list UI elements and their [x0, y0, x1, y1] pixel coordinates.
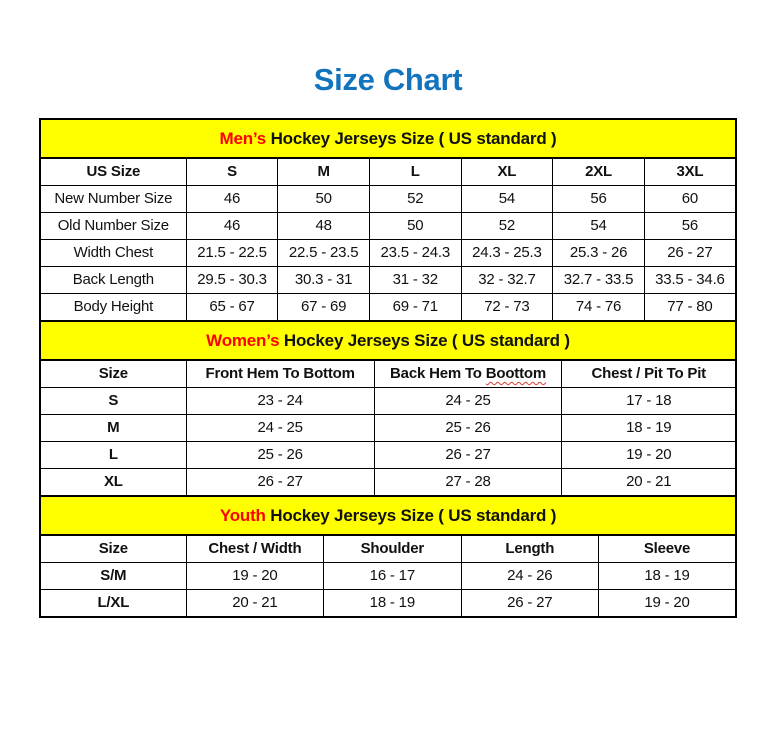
youth-row-label: S/M [40, 563, 186, 590]
mens-value-cell: 50 [278, 186, 370, 213]
mens-value-cell: 32 - 32.7 [461, 267, 553, 294]
mens-value-cell: 52 [461, 213, 553, 240]
mens-section-title-text: Hockey Jerseys Size ( US standard ) [266, 129, 557, 148]
youth-value-cell: 24 - 26 [461, 563, 598, 590]
womens-section-title [40, 321, 736, 360]
mens-value-cell: 21.5 - 22.5 [186, 240, 278, 267]
youth-size-table [39, 495, 737, 618]
womens-value-cell: 23 - 24 [186, 388, 374, 415]
womens-row-label: XL [40, 469, 186, 497]
youth-value-cell: 18 - 19 [599, 563, 736, 590]
mens-section-band-row [40, 119, 736, 158]
youth-column-header: Length [461, 535, 598, 563]
mens-table-row [40, 213, 736, 240]
womens-column-header: Chest / Pit To Pit [562, 360, 736, 388]
mens-value-cell: 56 [644, 213, 736, 240]
mens-value-cell: 48 [278, 213, 370, 240]
size-chart-tables [39, 118, 737, 618]
womens-table-row [40, 442, 736, 469]
youth-column-header: Sleeve [599, 535, 736, 563]
mens-value-cell: 74 - 76 [553, 294, 645, 322]
page-title: Size Chart [313, 62, 463, 97]
mens-value-cell: 54 [461, 186, 553, 213]
mens-value-cell: 50 [369, 213, 461, 240]
mens-value-cell: 56 [553, 186, 645, 213]
mens-value-cell: 26 - 27 [644, 240, 736, 267]
mens-value-cell: 46 [186, 213, 278, 240]
youth-section-band-row [40, 496, 736, 535]
womens-row-label: L [40, 442, 186, 469]
mens-value-cell: 60 [644, 186, 736, 213]
youth-row-label: L/XL [40, 590, 186, 618]
mens-header-row [40, 158, 736, 186]
womens-column-header-misspelled-word: Boottom [485, 365, 546, 382]
womens-value-cell: 18 - 19 [562, 415, 736, 442]
mens-column-header: XL [461, 158, 553, 186]
womens-row-label: S [40, 388, 186, 415]
mens-table-row [40, 186, 736, 213]
mens-row-label: New Number Size [40, 186, 186, 213]
womens-section-title-text: Hockey Jerseys Size ( US standard ) [279, 331, 570, 350]
youth-value-cell: 19 - 20 [599, 590, 736, 618]
youth-column-header: Chest / Width [186, 535, 323, 563]
womens-size-table [39, 320, 737, 497]
mens-size-table [39, 118, 737, 322]
mens-value-cell: 24.3 - 25.3 [461, 240, 553, 267]
womens-header-row [40, 360, 736, 388]
mens-column-header: 3XL [644, 158, 736, 186]
mens-column-header: M [278, 158, 370, 186]
mens-value-cell: 67 - 69 [278, 294, 370, 322]
womens-column-header [374, 360, 562, 388]
mens-section-title-highlight: Men’s [219, 129, 267, 148]
womens-column-header-text: Back Hem To [390, 365, 486, 382]
womens-table-row [40, 415, 736, 442]
mens-table-row [40, 294, 736, 322]
mens-row-label: Back Length [40, 267, 186, 294]
womens-table-row [40, 469, 736, 497]
mens-value-cell: 32.7 - 33.5 [553, 267, 645, 294]
womens-value-cell: 24 - 25 [374, 388, 562, 415]
mens-value-cell: 25.3 - 26 [553, 240, 645, 267]
mens-value-cell: 22.5 - 23.5 [278, 240, 370, 267]
womens-section-band-row [40, 321, 736, 360]
womens-value-cell: 25 - 26 [374, 415, 562, 442]
mens-row-label: Old Number Size [40, 213, 186, 240]
womens-value-cell: 19 - 20 [562, 442, 736, 469]
mens-value-cell: 31 - 32 [369, 267, 461, 294]
mens-value-cell: 54 [553, 213, 645, 240]
mens-table-row [40, 267, 736, 294]
womens-value-cell: 20 - 21 [562, 469, 736, 497]
mens-column-header: 2XL [553, 158, 645, 186]
mens-value-cell: 46 [186, 186, 278, 213]
mens-column-header: L [369, 158, 461, 186]
youth-table-row [40, 590, 736, 618]
mens-value-cell: 29.5 - 30.3 [186, 267, 278, 294]
mens-table-row [40, 240, 736, 267]
youth-section-title-highlight: Youth [219, 506, 266, 525]
youth-value-cell: 18 - 19 [324, 590, 461, 618]
youth-value-cell: 16 - 17 [324, 563, 461, 590]
mens-column-header: S [186, 158, 278, 186]
mens-value-cell: 69 - 71 [369, 294, 461, 322]
mens-value-cell: 23.5 - 24.3 [369, 240, 461, 267]
youth-section-title-text: Hockey Jerseys Size ( US standard ) [265, 506, 557, 525]
womens-value-cell: 27 - 28 [374, 469, 562, 497]
womens-value-cell: 25 - 26 [186, 442, 374, 469]
mens-section-title [40, 119, 736, 158]
youth-value-cell: 26 - 27 [461, 590, 598, 618]
mens-row-label: Width Chest [40, 240, 186, 267]
womens-value-cell: 26 - 27 [186, 469, 374, 497]
mens-value-cell: 77 - 80 [644, 294, 736, 322]
size-chart-page [0, 62, 776, 618]
youth-table-row [40, 563, 736, 590]
mens-value-cell: 72 - 73 [461, 294, 553, 322]
youth-value-cell: 19 - 20 [186, 563, 323, 590]
womens-column-header: Front Hem To Bottom [186, 360, 374, 388]
mens-column-header: US Size [40, 158, 186, 186]
youth-column-header: Size [40, 535, 186, 563]
womens-table-row [40, 388, 736, 415]
mens-row-label: Body Height [40, 294, 186, 322]
mens-value-cell: 30.3 - 31 [278, 267, 370, 294]
mens-value-cell: 52 [369, 186, 461, 213]
womens-value-cell: 26 - 27 [374, 442, 562, 469]
womens-value-cell: 24 - 25 [186, 415, 374, 442]
mens-value-cell: 33.5 - 34.6 [644, 267, 736, 294]
mens-value-cell: 65 - 67 [186, 294, 278, 322]
youth-column-header: Shoulder [324, 535, 461, 563]
youth-section-title [40, 496, 736, 535]
youth-value-cell: 20 - 21 [186, 590, 323, 618]
womens-row-label: M [40, 415, 186, 442]
womens-value-cell: 17 - 18 [562, 388, 736, 415]
womens-column-header: Size [40, 360, 186, 388]
youth-header-row [40, 535, 736, 563]
womens-section-title-highlight: Women’s [206, 331, 280, 350]
